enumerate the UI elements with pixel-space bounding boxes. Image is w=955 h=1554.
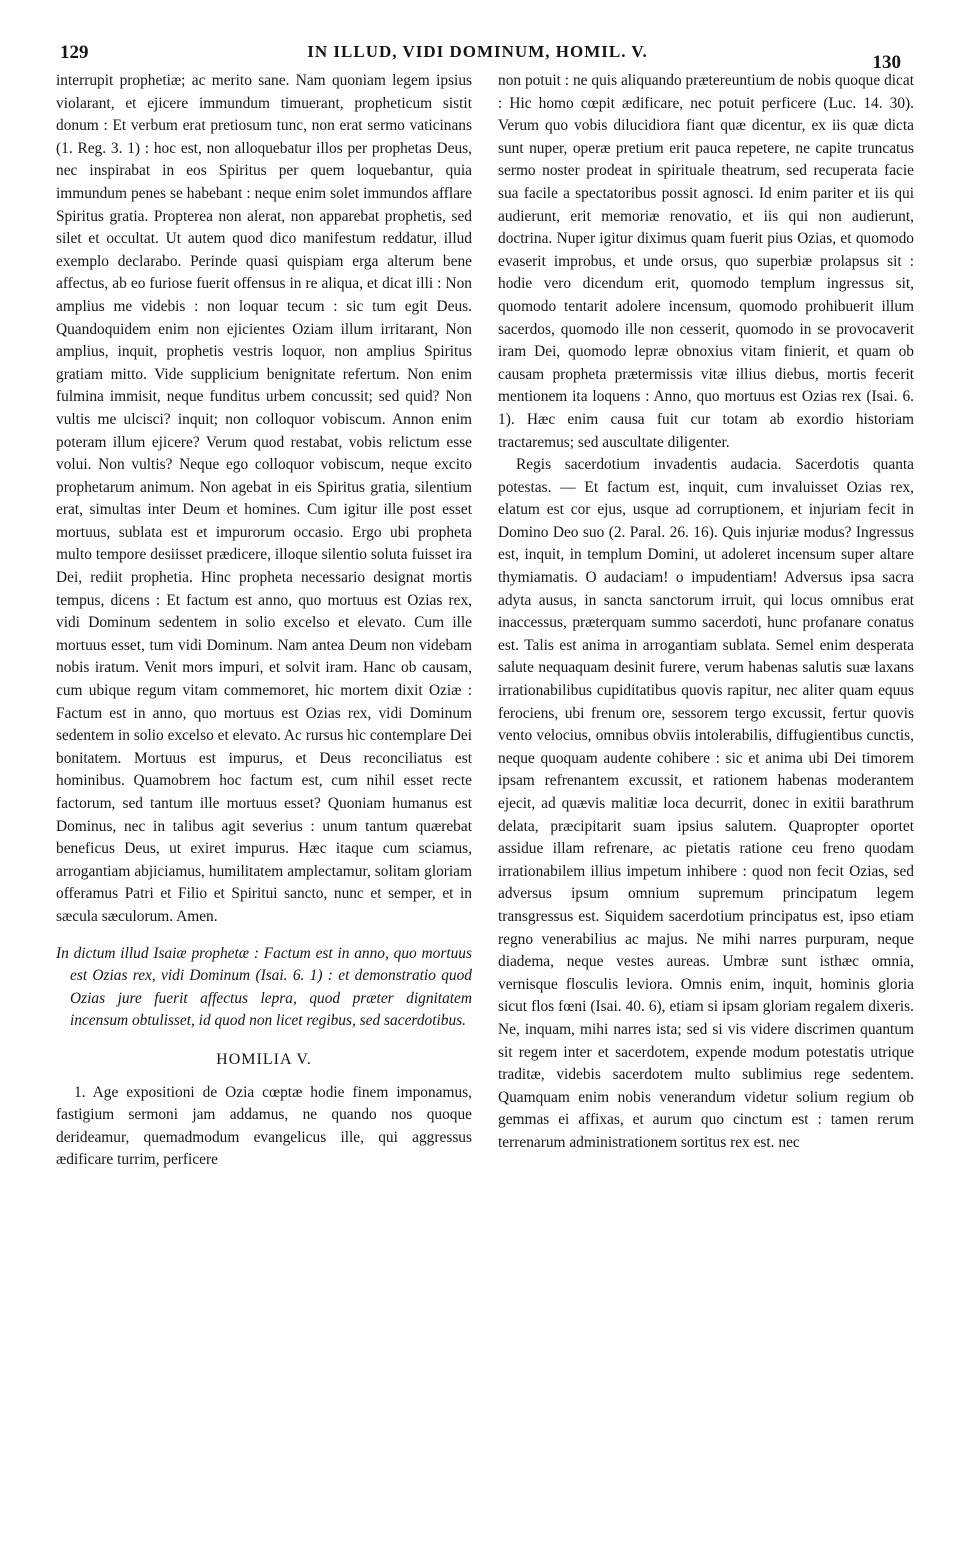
homily-argument: In dictum illud Isaiæ prophetæ : Factum est in anno, quo mortuus est Ozias rex, vidi Dominum (Isai. 6. 1) : et demonstratio quod Ozias jure fuerit affectus lepra, quod præter dignitatem incensum obtulisset, id quod non licet regibus, sed sacerdotibus. — [56, 944, 472, 1030]
page-number-left: 129 — [60, 42, 89, 63]
left-paragraph-1: interrupit prophetiæ; ac merito sane. Nam quoniam legem ipsius violarant, et ejicere immundum timuerant, propheticum sistit donum : Et verbum erat pretiosum tunc, non erat sermo vaticinans (1. Reg. 3. 1) : hoc est, non alloquebatur illos per prophetas Deus, nec inspirabat in eos Spiritus per quem loquebantur, quia immundum penes se habebant : neque enim solet immundos afflare Spiritus gratia. Propterea non alerat, non apparebat prophetis, sed silet et occultat. Ut autem quod dico manifestum reddatur, illud exemplo declarabo. Perinde quasi quispiam erga alterum bene affectus, ab eo furiose fuerit offensus in re aliqua, et dicat illi : Non amplius me videbis : non loquar tecum : sic tum egit Deus. Quandoquidem enim non ejicientes Oziam illum irritarant, Non amplius, inquit, prophetis vestris loquor, non amplius Spiritus gratiam mitto. Vide supplicium benignitate refertum. Non enim fulmina immisit, neque funditus urbem concussit; sed quid? Non vultis me ulcisci? inquit; non colloquor vobiscum. Annon enim poteram illum ejicere? Verum quod restabat, vobis relictum esse volui. Non vultis? Neque ego colloquor vobiscum, neque excito prophetarum animum. Non agebat in eis Spiritus gratia, silentium erat, simultas inter Deum et homines. Cum igitur ille post esset mortuus, sublata est et impurorum occasio. Ergo ubi propheta multo tempore desiisset prædicere, illoque silentio soluta fuisset ira Dei, rediit prophetia. Hinc propheta necessario designat mortis tempus, dicens : Et factum est anno, quo mortuus est Ozias rex, vidi Dominum sedentem in solio excelso et elevato. Cum ille mortuus esset, tum vidi Dominum. Nam antea Deum non videbam nobis iratum. Venit mors impuri, et solvit iram. Hanc ob causam, cum ubique regum vitam commemoret, hic mortem dixit Oziæ : Factum est in anno, quo mortuus est Ozias rex, vidi Dominum sedentem in solio excelso et elevato. Ac rursus hic contemplare Dei bonitatem. Mortuus est impurus, et Deus reconciliatus est hominibus. Quamobrem hoc factum est, cum nihil esset recte factorum, sed tantum ille mortuus esset? Quoniam humanus est Dominus, nec in talibus agit severius : unum tantum quærebat beneficus Deus, ut exiret impurus. Hæc itaque cum sciamus, arrogantiam abjiciamus, humilitatem amplectamur, solitam gloriam offeramus Patri et Filio et Spiritui sancto, nunc et semper, et in sæcula sæculorum. Amen. — [56, 72, 472, 925]
spacer — [56, 929, 472, 943]
page-number-right: 130 — [872, 52, 901, 73]
right-paragraph-2: Regis sacerdotium invadentis audacia. Sacerdotis quanta potestas. — Et factum est, inquit, cum invaluisset Ozias rex, elatum est cor ejus, usque ad corruptionem, et injuriam fecit in Domino Deo suo (2. Paral. 26. 16). Quis injuriæ modus? Ingressus est, inquit, in templum Domini, ut adoleret incensum super altare thymiamatis. O audaciam! o impudentiam! Adversus ipsa sacra adyta ausus, in sancta sanctorum irruit, qui locus omnibus erat inaccessus, præterquam summo sacerdoti, hunc profanare conatus est. Talis est anima in arrogantiam sublata. Semel enim desperata salute nequaquam desinit furere, verum habenas salutis suæ laxans irrationabilibus cupiditatibus quovis rapitur, nec aliter quam equus ferociens, ubi frenum ore, sessorem tergo excussit, fertur quovis vento velocius, omnibus obviis intolerabilis, diffugientibus cunctis, neque quoquam audente cohibere : sic et anima ubi Dei timorem ipsam refrenantem excussit, et rationem habenas moderantem ejecit, ad quævis malitiæ loca decurrit, donec in exitii barathrum delata, præcipitarit suam ipsius salutem. Quapropter oportet assidue illam refrenare, ac pietatis ratione ceu freno quodam irrationabilem illius impetum inhibere : quod non fecit Ozias, sed adversus ipsum omnium supremum principatum legem transgressus est. Siquidem sacerdotium principatus est, ipso etiam regno venerabilius ac majus. Ne mihi narres purpuram, neque diadema, neque vestes aureas. Umbræ sunt isthæc omnia, vernisque flosculis leviora. Omnis enim, inquit, hominis gloria sicut flos fœni (Isai. 40. 6), etiam si ipsam gloriam regalem dixeris. Ne, inquam, mihi narres ista; sed si vis videre discrimen quantum sit regem inter et sacerdotem, expende modum potestatis utrique traditæ, videbis sacerdotem multo sublimius rege sedentem. Quamquam enim nobis venerandum videtur solium regium ob gemmas ei affixas, et aurum quo cinctum est : tamen rerum terrenarum administrationem sortitus rex est. nec — [498, 456, 914, 1151]
page-header — [54, 38, 901, 73]
right-column — [498, 70, 914, 1155]
running-title: IN ILLUD, VIDI DOMINUM, HOMIL. V. — [307, 42, 648, 61]
left-paragraph-2: 1. Age expositioni de Ozia cœptæ hodie finem imponamus, fastigium sermoni jam addamus, ne quando nos quoque derideamur, quemadmodum evangelicus ille, qui aggressus ædificare turrim, perficere — [56, 1083, 472, 1169]
left-column — [56, 70, 472, 1172]
right-paragraph-1: non potuit : ne quis aliquando prætereuntium de nobis quoque dicat : Hic homo cœpit ædificare, nec potuit perficere (Luc. 14. 30). Verum quo vobis dilucidiora fiant quæ dicentur, ex iis quæ dicta sunt nuper, operæ pretium erit pauca repetere, ne capite truncatus sermo noster prodeat in spirituale theatrum, sed recuperata facie sua facile a spectatoribus possit agnosci. Id enim pariter et iis qui audierunt, erit memoriæ renovatio, et iis qui non audierunt, doctrina. Nuper igitur diximus quam fuerit pius Ozias, et quomodo evaserit improbus, et unde orsus, quo superbiæ prolapsus sit : hodie vero dicendum erit, quomodo templum ingressus sit, quomodo tentarit adolere incensum, quomodo prohibuerit illum sacerdos, quomodo ille non cesserit, quomodo in se provocaverit iram Dei, quomodo lepræ obnoxius vitam finierit, et quam ob causam propheta prætermissis vitæ illius diebus, mortis fecerit mentionem ita loquens : Anno, quo mortuus est Ozias rex (Isai. 6. 1). Hæc enim causa fuit cur totam ab exordio historiam tractaremus; sed auscultate diligenter. — [498, 72, 914, 451]
homily-title: HOMILIA V. — [216, 1050, 312, 1068]
